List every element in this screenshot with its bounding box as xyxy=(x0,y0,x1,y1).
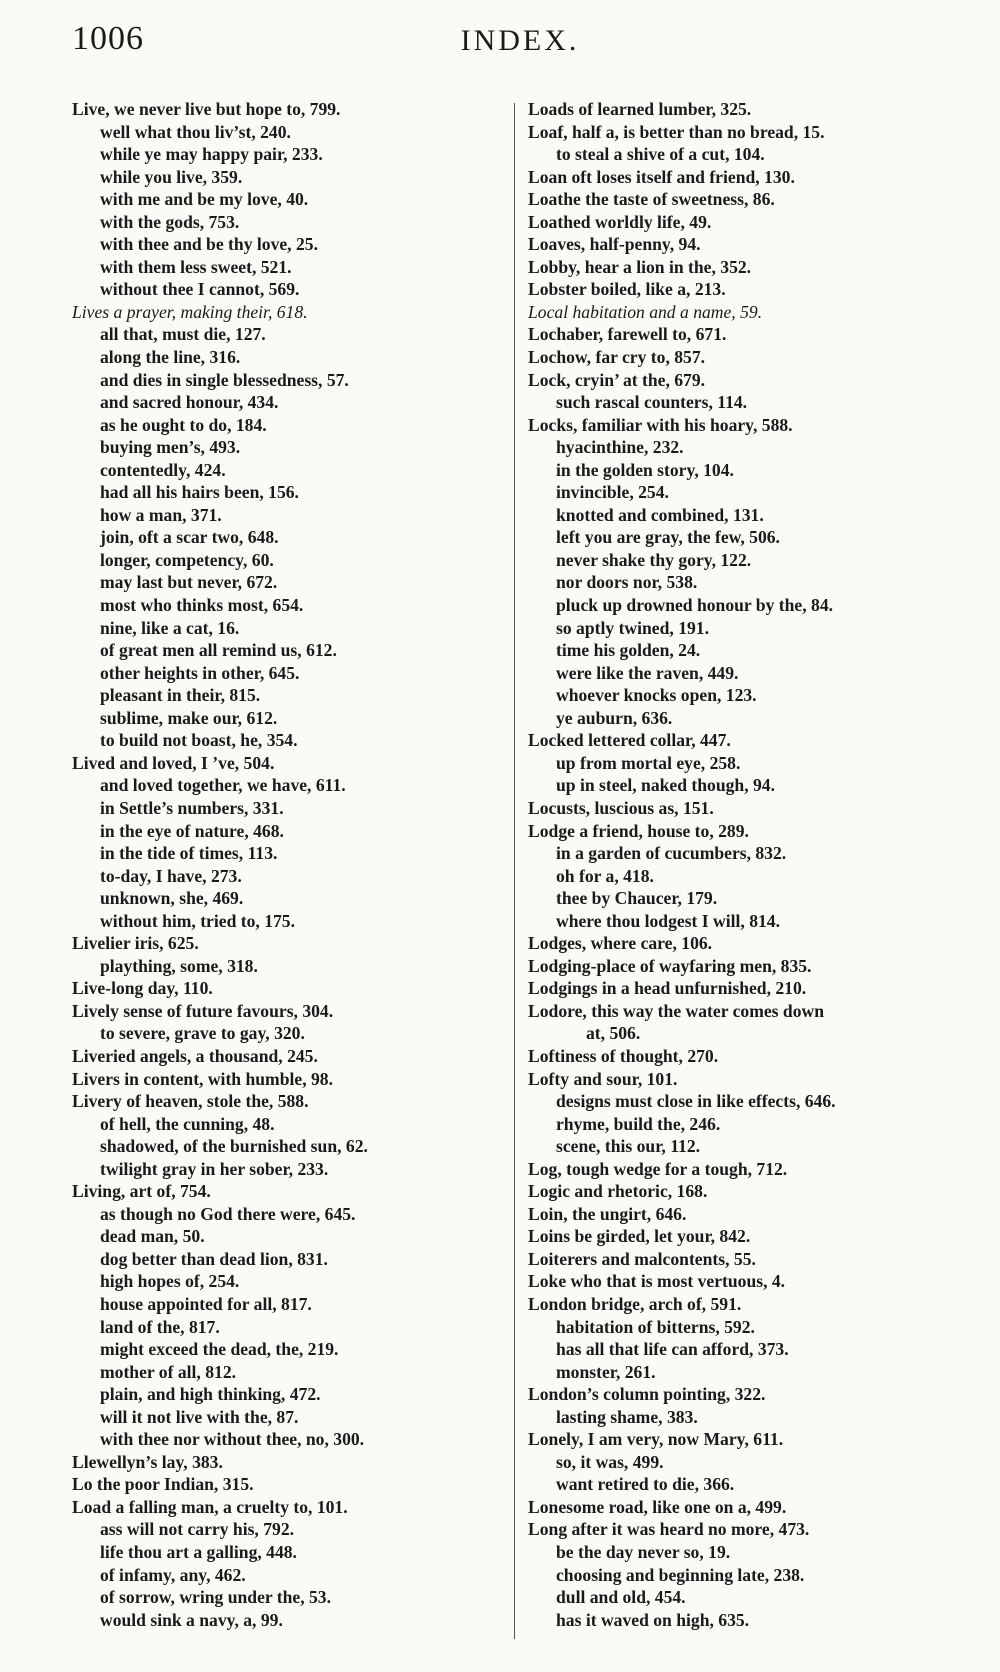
index-subentry: and loved together, we have, 611. xyxy=(100,775,346,796)
index-entry: Lo the poor Indian, 315. xyxy=(72,1474,254,1495)
index-entry: Logic and rhetoric, 168. xyxy=(528,1181,708,1202)
index-subentry: choosing and beginning late, 238. xyxy=(556,1564,805,1585)
index-subentry: to build not boast, he, 354. xyxy=(100,730,298,751)
index-entry: Loads of learned lumber, 325. xyxy=(528,99,752,119)
index-entry: Lived and loved, I ’ve, 504. xyxy=(72,752,275,773)
index-subentry: buying men’s, 493. xyxy=(100,437,241,458)
index-subentry: longer, competency, 60. xyxy=(100,549,274,570)
index-subentry: in the tide of times, 113. xyxy=(100,843,278,864)
index-subentry: left you are gray, the few, 506. xyxy=(556,527,780,548)
index-subentry: of sorrow, wring under the, 53. xyxy=(100,1587,332,1608)
index-entry: Lives a prayer, making their, 618. xyxy=(72,301,308,322)
index-subentry: nor doors nor, 538. xyxy=(556,572,698,593)
index-entry: London bridge, arch of, 591. xyxy=(528,1293,742,1314)
index-subentry: time his golden, 24. xyxy=(556,640,701,661)
index-subentry: with thee nor without thee, no, 300. xyxy=(100,1429,365,1450)
index-entry: Liveried angels, a thousand, 245. xyxy=(72,1045,318,1066)
index-subentry: shadowed, of the burnished sun, 62. xyxy=(100,1136,368,1157)
index-subentry: to-day, I have, 273. xyxy=(100,865,242,886)
index-entry: Lodges, where care, 106. xyxy=(528,933,713,954)
index-subentry: knotted and combined, 131. xyxy=(556,504,764,525)
index-subentry: in a garden of cucumbers, 832. xyxy=(556,843,787,864)
index-subentry: has all that life can afford, 373. xyxy=(556,1339,789,1360)
index-subentry: pluck up drowned honour by the, 84. xyxy=(556,595,834,616)
index-subentry: so aptly twined, 191. xyxy=(556,617,709,638)
index-subentry: without thee I cannot, 569. xyxy=(100,279,300,300)
index-subentry: nine, like a cat, 16. xyxy=(100,617,240,638)
index-subentry: hyacinthine, 232. xyxy=(556,437,684,458)
index-entry: Local habitation and a name, 59. xyxy=(528,301,763,322)
index-entry: Lively sense of future favours, 304. xyxy=(72,1000,334,1021)
index-entry: Lobby, hear a lion in the, 352. xyxy=(528,256,752,277)
index-subentry: sublime, make our, 612. xyxy=(100,707,278,728)
index-subentry: house appointed for all, 817. xyxy=(100,1293,312,1314)
index-subentry: whoever knocks open, 123. xyxy=(556,685,757,706)
index-subentry: high hopes of, 254. xyxy=(100,1271,240,1292)
index-subentry: of great men all remind us, 612. xyxy=(100,640,337,661)
index-subentry: most who thinks most, 654. xyxy=(100,595,304,616)
index-subentry: want retired to die, 366. xyxy=(556,1474,735,1495)
index-subentry: and sacred honour, 434. xyxy=(100,392,279,413)
index-entry: Locusts, luscious as, 151. xyxy=(528,797,714,818)
index-subentry: with thee and be thy love, 25. xyxy=(100,234,318,255)
index-entry: Living, art of, 754. xyxy=(72,1181,211,1202)
index-subentry: up in steel, naked though, 94. xyxy=(556,775,776,796)
index-entry: Loaf, half a, is better than no bread, 15. xyxy=(528,121,825,142)
index-subentry: so, it was, 499. xyxy=(556,1451,664,1472)
index-subentry: while you live, 359. xyxy=(100,166,243,187)
index-entry: Live, we never live but hope to, 799. xyxy=(72,99,341,119)
index-subentry: lasting shame, 383. xyxy=(556,1406,698,1427)
index-subentry: were like the raven, 449. xyxy=(556,662,739,683)
index-entry: Lodging-place of wayfaring men, 835. xyxy=(528,955,812,976)
index-entry: Lobster boiled, like a, 213. xyxy=(528,279,726,300)
index-column-right xyxy=(528,98,983,1631)
index-entry: Lodge a friend, house to, 289. xyxy=(528,820,749,841)
index-subentry: scene, this our, 112. xyxy=(556,1136,701,1157)
index-subentry: would sink a navy, a, 99. xyxy=(100,1609,283,1630)
index-subentry: never shake thy gory, 122. xyxy=(556,549,752,570)
index-entry: Llewellyn’s lay, 383. xyxy=(72,1451,223,1472)
index-subentry: monster, 261. xyxy=(556,1361,656,1382)
index-entry: Lodgings in a head unfurnished, 210. xyxy=(528,978,807,999)
index-entry: Loftiness of thought, 270. xyxy=(528,1045,719,1066)
index-subentry: with me and be my love, 40. xyxy=(100,189,309,210)
index-subentry: had all his hairs been, 156. xyxy=(100,482,299,503)
index-entry: Log, tough wedge for a tough, 712. xyxy=(528,1158,788,1179)
index-subentry: twilight gray in her sober, 233. xyxy=(100,1158,329,1179)
index-entry: Lochaber, farewell to, 671. xyxy=(528,324,727,345)
index-entry: Loiterers and malcontents, 55. xyxy=(528,1248,756,1269)
index-entry: Loin, the ungirt, 646. xyxy=(528,1203,687,1224)
index-subentry: unknown, she, 469. xyxy=(100,888,244,909)
index-subentry: up from mortal eye, 258. xyxy=(556,752,741,773)
index-entry: Livelier iris, 625. xyxy=(72,933,199,954)
index-subentry: while ye may happy pair, 233. xyxy=(100,144,323,165)
index-subentry: at, 506. xyxy=(586,1023,641,1044)
index-subentry: all that, must die, 127. xyxy=(100,324,266,345)
index-subentry: of infamy, any, 462. xyxy=(100,1564,246,1585)
index-entry: Lofty and sour, 101. xyxy=(528,1068,678,1089)
index-entry: Lonesome road, like one on a, 499. xyxy=(528,1496,787,1517)
index-subentry: designs must close in like effects, 646. xyxy=(556,1091,836,1112)
index-entry: Loke who that is most vertuous, 4. xyxy=(528,1271,786,1292)
index-subentry: dog better than dead lion, 831. xyxy=(100,1248,328,1269)
index-subentry: mother of all, 812. xyxy=(100,1361,237,1382)
running-head: INDEX. xyxy=(460,24,580,57)
column-divider xyxy=(514,103,515,1639)
index-subentry: well what thou liv’st, 240. xyxy=(100,121,291,142)
index-subentry: thee by Chaucer, 179. xyxy=(556,888,718,909)
index-entry: Live-long day, 110. xyxy=(72,978,213,999)
index-subentry: to steal a shive of a cut, 104. xyxy=(556,144,765,165)
index-subentry: without him, tried to, 175. xyxy=(100,910,295,931)
index-entry: Loathed worldly life, 49. xyxy=(528,211,712,232)
index-entry: London’s column pointing, 322. xyxy=(528,1384,766,1405)
index-subentry: in Settle’s numbers, 331. xyxy=(100,797,284,818)
index-subentry: other heights in other, 645. xyxy=(100,662,300,683)
index-subentry: along the line, 316. xyxy=(100,347,241,368)
index-entry: Long after it was heard no more, 473. xyxy=(528,1519,810,1540)
index-subentry: in the golden story, 104. xyxy=(556,459,734,480)
index-entry: Lodore, this way the water comes down xyxy=(528,1000,824,1021)
index-entry: Livers in content, with humble, 98. xyxy=(72,1068,333,1089)
index-subentry: be the day never so, 19. xyxy=(556,1542,731,1562)
index-subentry: plain, and high thinking, 472. xyxy=(100,1384,321,1405)
index-subentry: pleasant in their, 815. xyxy=(100,685,261,706)
index-subentry: ye auburn, 636. xyxy=(556,707,673,728)
index-entry: Locks, familiar with his hoary, 588. xyxy=(528,414,793,435)
index-subentry: with the gods, 753. xyxy=(100,211,240,232)
index-subentry: oh for a, 418. xyxy=(556,865,654,886)
index-entry: Loaves, half-penny, 94. xyxy=(528,234,701,255)
index-subentry: and dies in single blessedness, 57. xyxy=(100,369,349,390)
index-subentry: life thou art a galling, 448. xyxy=(100,1542,297,1562)
index-subentry: invincible, 254. xyxy=(556,482,669,503)
page-number: 1006 xyxy=(72,20,144,57)
index-entry: Load a falling man, a cruelty to, 101. xyxy=(72,1496,348,1517)
index-column-left xyxy=(72,98,502,1631)
index-entry: Loathe the taste of sweetness, 86. xyxy=(528,189,775,210)
index-subentry: where thou lodgest I will, 814. xyxy=(556,910,781,931)
index-subentry: may last but never, 672. xyxy=(100,572,278,593)
index-subentry: join, oft a scar two, 648. xyxy=(100,527,279,548)
index-entry: Loins be girded, let your, 842. xyxy=(528,1226,751,1247)
index-subentry: might exceed the dead, the, 219. xyxy=(100,1339,339,1360)
index-subentry: land of the, 817. xyxy=(100,1316,220,1337)
index-subentry: ass will not carry his, 792. xyxy=(100,1519,295,1540)
index-subentry: dead man, 50. xyxy=(100,1226,205,1247)
index-subentry: dull and old, 454. xyxy=(556,1587,686,1608)
index-subentry: as though no God there were, 645. xyxy=(100,1203,356,1224)
index-subentry: as he ought to do, 184. xyxy=(100,414,267,435)
index-entry: Lonely, I am very, now Mary, 611. xyxy=(528,1429,784,1450)
index-subentry: such rascal counters, 114. xyxy=(556,392,748,413)
index-subentry: will it not live with the, 87. xyxy=(100,1406,299,1427)
index-subentry: with them less sweet, 521. xyxy=(100,256,292,277)
index-subentry: habitation of bitterns, 592. xyxy=(556,1316,755,1337)
index-entry: Lock, cryin’ at the, 679. xyxy=(528,369,706,390)
index-entry: Locked lettered collar, 447. xyxy=(528,730,731,751)
index-subentry: rhyme, build the, 246. xyxy=(556,1113,721,1134)
index-subentry: in the eye of nature, 468. xyxy=(100,820,284,841)
index-subentry: has it waved on high, 635. xyxy=(556,1609,750,1630)
index-subentry: contentedly, 424. xyxy=(100,459,226,480)
index-subentry: plaything, some, 318. xyxy=(100,955,258,976)
index-subentry: how a man, 371. xyxy=(100,504,222,525)
index-entry: Livery of heaven, stole the, 588. xyxy=(72,1091,309,1112)
index-subentry: to severe, grave to gay, 320. xyxy=(100,1023,305,1044)
index-subentry: of hell, the cunning, 48. xyxy=(100,1113,275,1134)
index-entry: Loan oft loses itself and friend, 130. xyxy=(528,166,795,187)
index-entry: Lochow, far cry to, 857. xyxy=(528,347,706,368)
